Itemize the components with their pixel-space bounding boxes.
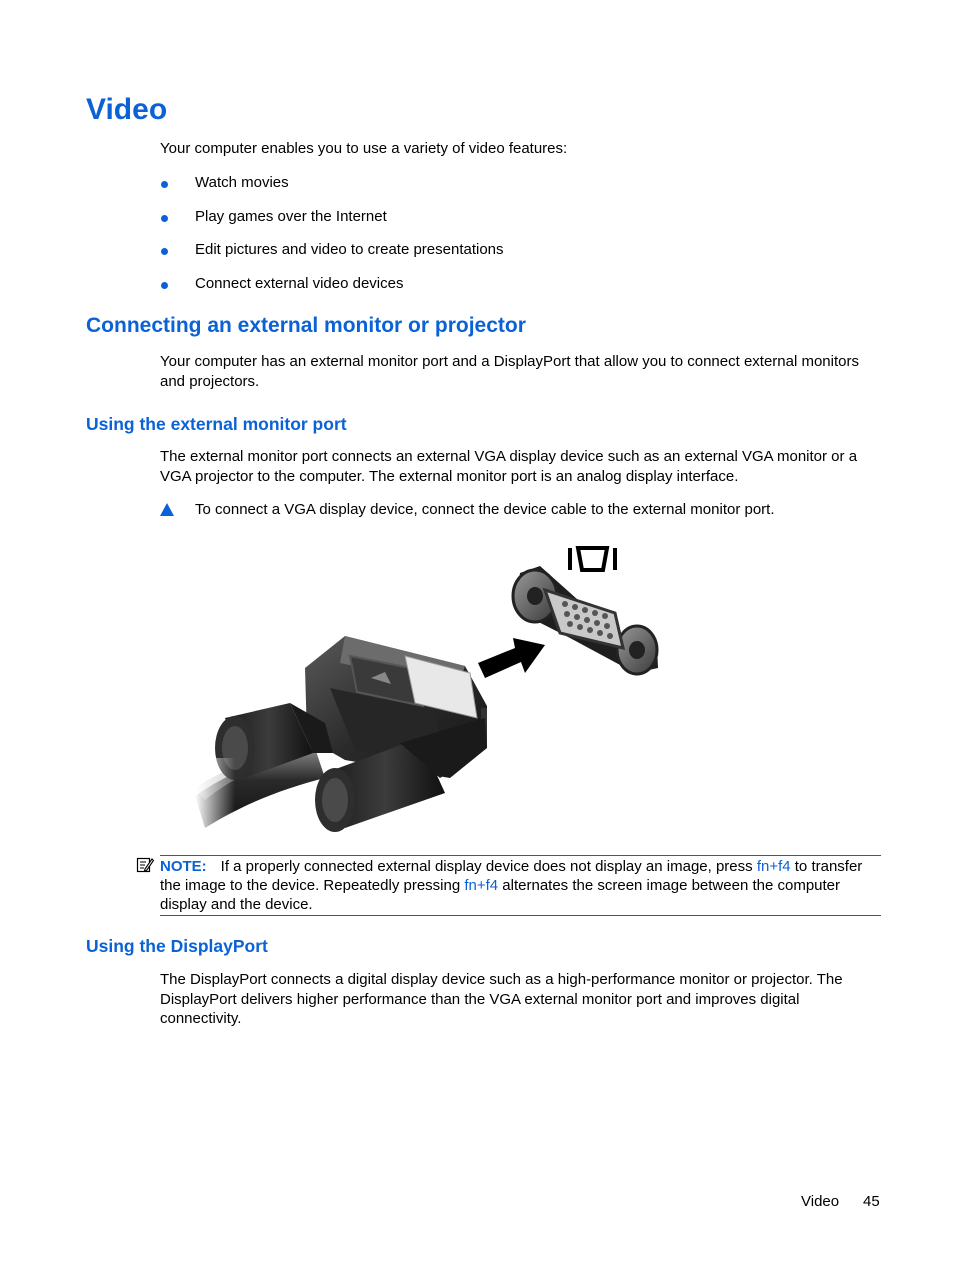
note-text-part: alternates the screen image between the computer display and the device. (160, 877, 841, 913)
bullet-dot-icon (161, 181, 168, 188)
note-text-part: to transfer the image to the device. Repeatedly pressing (160, 858, 863, 894)
step-text: To connect a VGA display device, connect the device cable to the external monitor port. (195, 501, 775, 518)
bullet-dot-icon (161, 248, 168, 255)
vga-connection-illustration (195, 538, 665, 838)
displayport-paragraph: The DisplayPort connects a digital display device such as a high-performance monitor or projector. The DisplayPort delivers higher performance than the VGA external monitor port and improves digital connectivity. (160, 971, 843, 1027)
keyboard-shortcut: fn+f4 (756, 858, 791, 875)
intro-paragraph: Your computer enables you to use a variety of video features: (160, 140, 568, 157)
section-heading-connect: Connecting an external monitor or projector (86, 314, 526, 337)
list-item-text: Connect external video devices (195, 275, 404, 292)
footer-section-name: Video (801, 1193, 840, 1210)
triangle-step-icon (160, 503, 174, 516)
keyboard-shortcut: fn+f4 (464, 877, 499, 894)
bullet-dot-icon (161, 215, 168, 222)
page-title: Video (86, 93, 168, 126)
section-heading-displayport: Using the DisplayPort (86, 936, 268, 956)
list-item-text: Edit pictures and video to create presentations (195, 241, 504, 258)
page-number: 45 (863, 1193, 880, 1210)
list-item-text: Watch movies (195, 174, 289, 191)
section-heading-vga: Using the external monitor port (86, 414, 347, 434)
vga-paragraph: The external monitor port connects an external VGA display device such as an external VGA monitor or a VGA projector to the computer. The external monitor port is an analog display interface. (160, 448, 858, 485)
note-pencil-icon (136, 856, 154, 874)
list-item-text: Play games over the Internet (195, 208, 387, 225)
insert-arrow-icon (478, 638, 545, 678)
note-text-part: If a properly connected external display device does not display an image, press (220, 858, 757, 875)
connect-paragraph: Your computer has an external monitor port and a DisplayPort that allow you to connect external monitors and projectors. (160, 353, 859, 390)
note-text (160, 856, 881, 915)
note-box (160, 855, 881, 916)
note-label: NOTE: (160, 858, 207, 875)
bullet-dot-icon (161, 282, 168, 289)
vga-port-symbol-icon (568, 548, 617, 570)
